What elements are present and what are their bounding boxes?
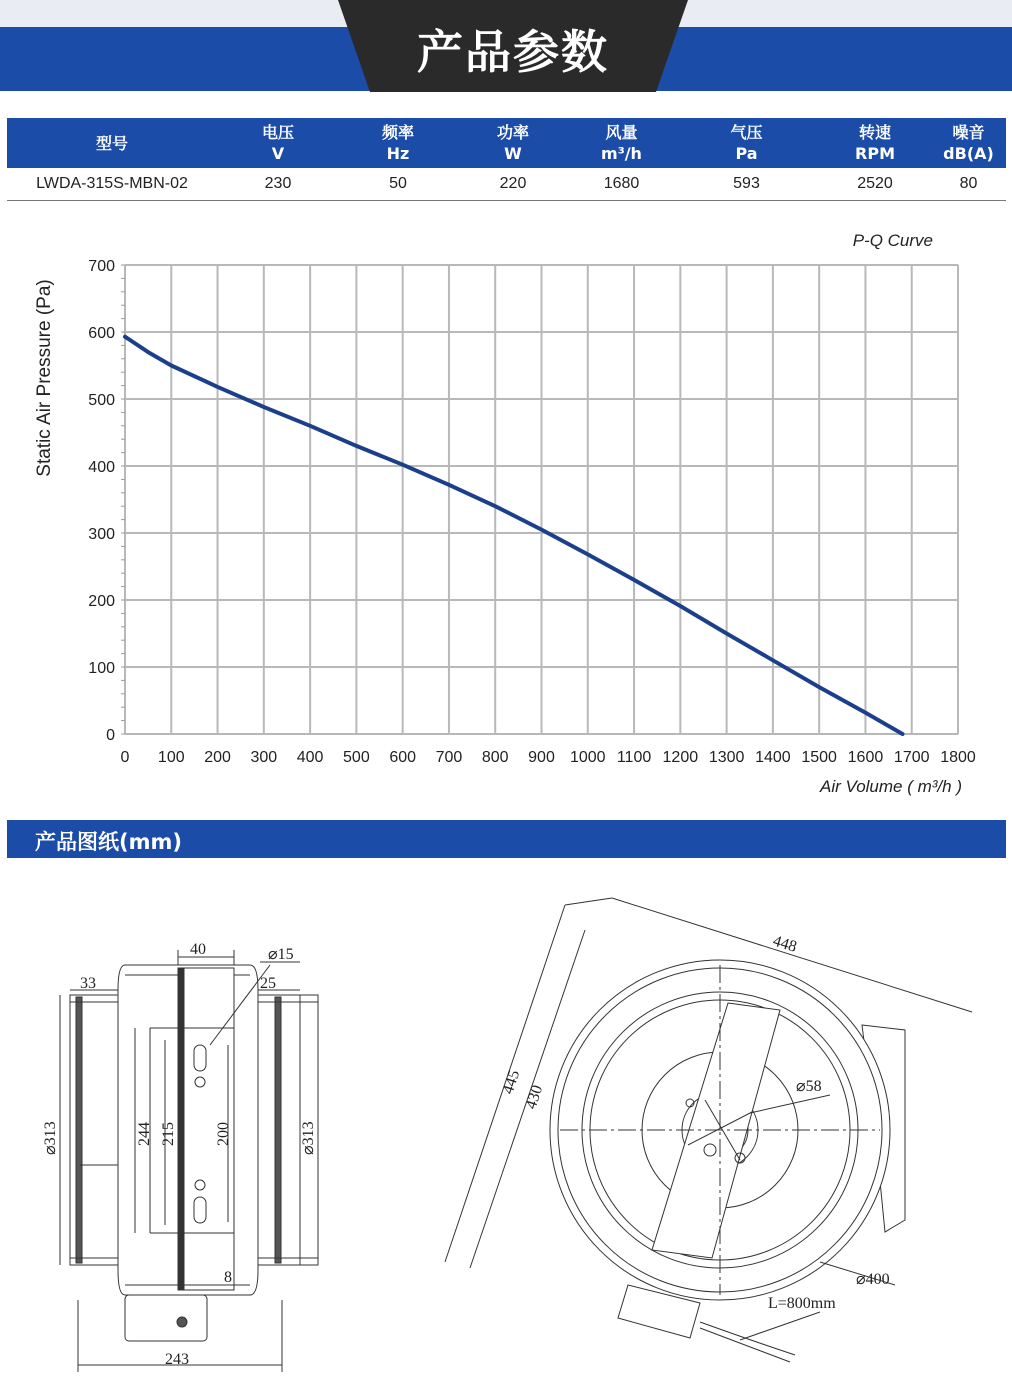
chart-y-tick-label: 200 [88, 593, 115, 610]
chart-y-tick-label: 0 [106, 727, 115, 744]
chart-x-tick-label: 200 [204, 749, 231, 766]
chart-x-tick-label: 1700 [893, 749, 930, 766]
spec-value-2: 50 [389, 175, 407, 192]
dim-215: 215 [160, 1122, 177, 1146]
page-title: 产品参数 [417, 25, 609, 79]
spec-header-6 [819, 118, 931, 168]
spec-header-1 [217, 118, 339, 168]
spec-header-unit: V [271, 144, 285, 163]
spec-header-4 [569, 118, 674, 168]
spec-header-5 [674, 118, 819, 168]
spec-value-7: 80 [959, 175, 978, 192]
dim-200: 200 [215, 1122, 232, 1146]
spec-value-4: 1680 [603, 175, 640, 192]
chart-y-tick-label: 300 [88, 526, 115, 543]
spec-value-3: 220 [499, 175, 527, 192]
spec-header-label: 风量 [605, 123, 638, 142]
spec-header-label: 功率 [496, 123, 529, 142]
chart-y-tick-label: 400 [88, 459, 115, 476]
technical-drawings [0, 860, 1012, 1397]
spec-header-label: 型号 [95, 133, 128, 153]
spec-table [7, 118, 1006, 201]
dim-244: 244 [136, 1122, 153, 1146]
dim-313-left: ⌀313 [42, 1121, 59, 1155]
chart-x-tick-label: 100 [157, 749, 185, 766]
dim-445: 445 [499, 1068, 524, 1097]
chart-x-tick-label: 1100 [616, 749, 652, 766]
spec-header-label: 气压 [730, 123, 763, 142]
spec-value-0: LWDA-315S-MBN-02 [36, 175, 188, 192]
drawing-section-header [7, 820, 1006, 858]
dim-313-right: ⌀313 [300, 1121, 317, 1155]
spec-header-0 [7, 118, 217, 168]
spec-header-label: 电压 [261, 123, 294, 142]
drawing-section-title: 产品图纸(mm) [35, 830, 182, 854]
chart-x-tick-label: 1000 [569, 749, 606, 766]
chart-x-tick-label: 1400 [755, 749, 791, 766]
spec-header-label: 转速 [858, 123, 891, 142]
spec-header-unit: Hz [386, 144, 410, 163]
chart-x-tick-label: 600 [389, 749, 417, 766]
spec-header-unit: W [504, 144, 522, 163]
chart-x-tick-label: 300 [250, 749, 278, 766]
chart-x-tick-label: 1800 [940, 749, 976, 766]
title-banner [0, 0, 1012, 92]
dim-8: 8 [224, 1269, 232, 1286]
spec-table-header [7, 118, 1006, 168]
spec-value-6: 2520 [857, 175, 893, 192]
spec-header-unit: m³/h [601, 144, 642, 163]
spec-header-3 [457, 118, 569, 168]
chart-x-tick-label: 500 [343, 749, 370, 766]
spec-value-1: 230 [264, 175, 292, 192]
dim-430: 430 [522, 1083, 547, 1112]
spec-header-unit: RPM [855, 144, 895, 163]
dim-15: ⌀15 [268, 946, 294, 963]
chart-x-tick-label: 1500 [801, 749, 837, 766]
spec-header-label: 噪音 [952, 123, 985, 142]
chart-x-tick-label: 1200 [662, 749, 699, 766]
chart-x-tick-label: 1300 [708, 749, 745, 766]
chart-y-tick-label: 500 [88, 392, 115, 409]
spec-value-5: 593 [733, 175, 760, 192]
dim-33: 33 [80, 975, 96, 992]
front-view-drawing [445, 898, 972, 1362]
dim-243: 243 [165, 1351, 189, 1368]
spec-header-label: 频率 [381, 123, 414, 142]
chart-x-tick-label: 800 [481, 749, 509, 766]
spec-header-unit: Pa [735, 144, 758, 163]
dim-40: 40 [190, 941, 206, 958]
chart-x-tick-label: 0 [120, 749, 130, 766]
chart-x-tick-label: 700 [435, 749, 463, 766]
chart-title: P-Q Curve [852, 231, 933, 250]
chart-y-tick-label: 600 [88, 325, 115, 342]
dim-400: ⌀400 [856, 1271, 890, 1288]
chart-y-tick-label: 100 [88, 660, 115, 677]
side-view-drawing [60, 950, 318, 1372]
chart-x-tick-label: 900 [528, 749, 555, 766]
spec-header-unit: dB(A) [943, 144, 994, 163]
spec-header-7 [931, 118, 1006, 168]
chart-x-tick-label: 1600 [847, 749, 884, 766]
dim-448: 448 [770, 932, 799, 956]
chart-x-tick-label: 400 [296, 749, 324, 766]
chart-y-tick-label: 700 [88, 258, 115, 275]
chart-y-axis-label: Static Air Pressure (Pa) [34, 279, 55, 477]
pq-curve-chart [0, 220, 1012, 810]
spec-table-row [7, 168, 1006, 201]
chart-x-axis-label: Air Volume ( m³/h ) [819, 777, 962, 796]
dim-25: 25 [260, 975, 276, 992]
dim-cable-length: L=800mm [768, 1295, 836, 1312]
dim-58: ⌀58 [796, 1078, 822, 1095]
spec-header-2 [339, 118, 457, 168]
